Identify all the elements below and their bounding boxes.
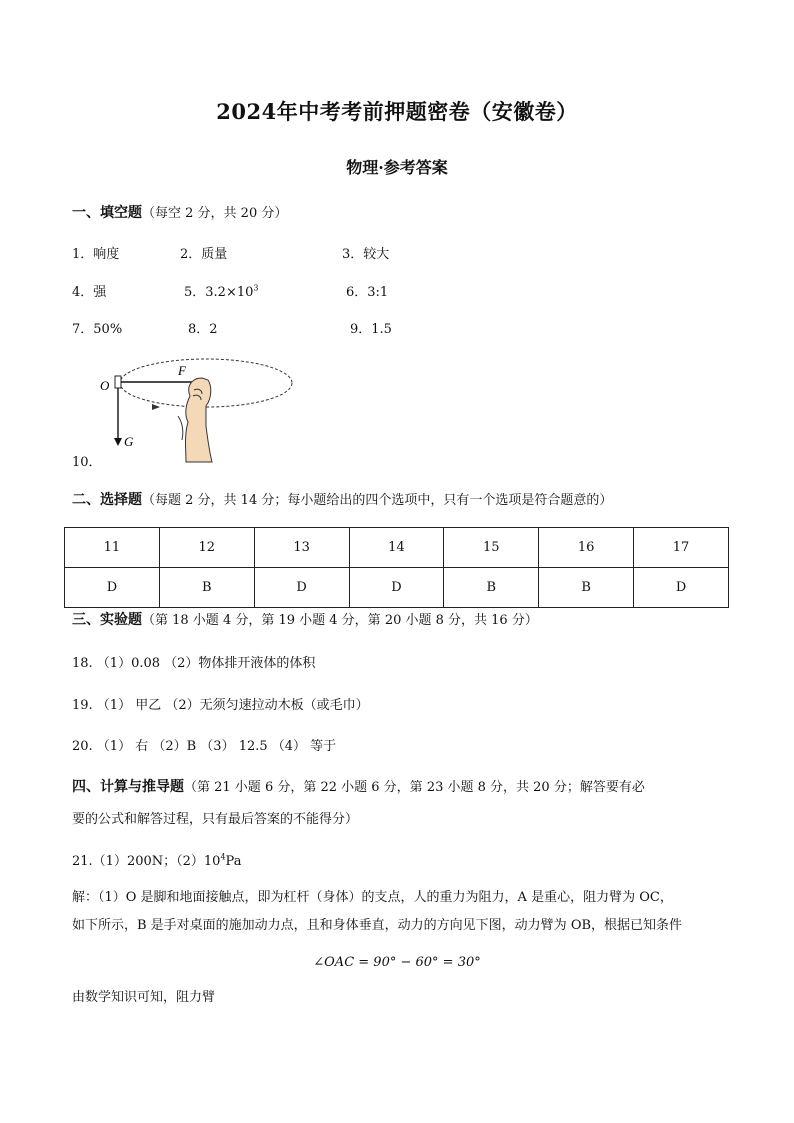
table-cell: D bbox=[65, 568, 160, 608]
answer-6: 6．3:1 bbox=[346, 285, 389, 300]
section-1-heading: 一、填空题 bbox=[72, 205, 142, 221]
table-cell: 14 bbox=[349, 528, 444, 568]
label-f: F bbox=[178, 363, 186, 378]
section-3-header bbox=[72, 609, 538, 629]
section-4-note-line1: （第 21 小题 6 分，第 22 小题 6 分，第 23 小题 8 分，共 20 分；解答要有必 bbox=[184, 780, 645, 795]
section-4-heading: 四、计算与推导题 bbox=[72, 779, 184, 795]
answer-19: 19. （1） 甲乙 （2）无须匀速拉动木板（或毛巾） bbox=[72, 698, 369, 713]
angle-formula: ∠OAC = 90° − 60° = 30° bbox=[313, 955, 481, 970]
question-10-label: 10． bbox=[72, 455, 102, 470]
force-diagram-figure bbox=[90, 356, 300, 468]
pivot-block bbox=[115, 376, 121, 388]
table-cell: B bbox=[159, 568, 254, 608]
section-1-header bbox=[72, 202, 287, 222]
section-1-note: （每空 2 分，共 20 分） bbox=[142, 206, 288, 221]
answer-1: 1．响度 bbox=[72, 247, 120, 262]
answer-9: 9．1.5 bbox=[350, 322, 392, 337]
page-title: 2024年中考考前押题密卷（安徽卷） bbox=[216, 99, 578, 124]
answer-5: 5．$3.2\times 10^3$ bbox=[184, 283, 259, 300]
answer-table bbox=[64, 527, 729, 608]
answer-4: 4．强 bbox=[72, 285, 107, 300]
section-2-note: （每题 2 分，共 14 分；每小题给出的四个选项中，只有一个选项是符合题意的） bbox=[142, 493, 613, 508]
solution-line-1: 解：（1）O 是脚和地面接触点，即为杠杆（身体）的支点，人的重力为阻力，A 是重心，阻力臂为 OC， bbox=[72, 890, 673, 905]
section-3-note: （第 18 小题 4 分，第 19 小题 4 分，第 20 小题 8 分，共 16 分） bbox=[142, 613, 538, 628]
table-row-numbers bbox=[65, 528, 729, 568]
section-2-heading: 二、选择题 bbox=[72, 492, 142, 508]
label-g: G bbox=[124, 434, 134, 449]
answer-20: 20. （1） 右 （2）B （3） 12.5 （4） 等于 bbox=[72, 739, 337, 754]
answer-21: 21.（1）200N；$(2)10^4Pa$ bbox=[72, 852, 242, 869]
answer-2: 2．质量 bbox=[180, 247, 228, 262]
table-cell: 11 bbox=[65, 528, 160, 568]
section-4-note-line2: 要的公式和解答过程，只有最后答案的不能得分） bbox=[72, 812, 359, 827]
table-cell: 17 bbox=[634, 528, 729, 568]
table-cell: B bbox=[539, 568, 634, 608]
section-2-header bbox=[72, 489, 612, 509]
answer-3: 3．较大 bbox=[342, 247, 390, 262]
solution-line-2: 如下所示，B 是手对桌面的施加动力点，且和身体垂直，动力的方向见下图，动力臂为 OB，根据已知条件 bbox=[72, 918, 683, 933]
orbit-direction-arrow-icon bbox=[152, 404, 160, 410]
table-cell: 15 bbox=[444, 528, 539, 568]
label-o: O bbox=[100, 378, 110, 393]
table-cell: 12 bbox=[159, 528, 254, 568]
table-cell: D bbox=[254, 568, 349, 608]
section-4-header bbox=[72, 776, 645, 796]
table-cell: D bbox=[349, 568, 444, 608]
table-cell: 16 bbox=[539, 528, 634, 568]
table-cell: D bbox=[634, 568, 729, 608]
answer-7: 7．50% bbox=[72, 322, 123, 337]
answer-8: 8．2 bbox=[188, 322, 218, 337]
solution-line-3: 由数学知识可知，阻力臂 bbox=[72, 990, 216, 1005]
hand-illustration bbox=[178, 378, 212, 462]
table-cell: B bbox=[444, 568, 539, 608]
table-row-answers bbox=[65, 568, 729, 608]
page-subtitle: 物理·参考答案 bbox=[346, 158, 448, 177]
section-3-heading: 三、实验题 bbox=[72, 612, 142, 628]
force-g-arrowhead-icon bbox=[114, 438, 122, 446]
answer-18: 18. （1）0.08 （2）物体排开液体的体积 bbox=[72, 656, 316, 671]
table-cell: 13 bbox=[254, 528, 349, 568]
